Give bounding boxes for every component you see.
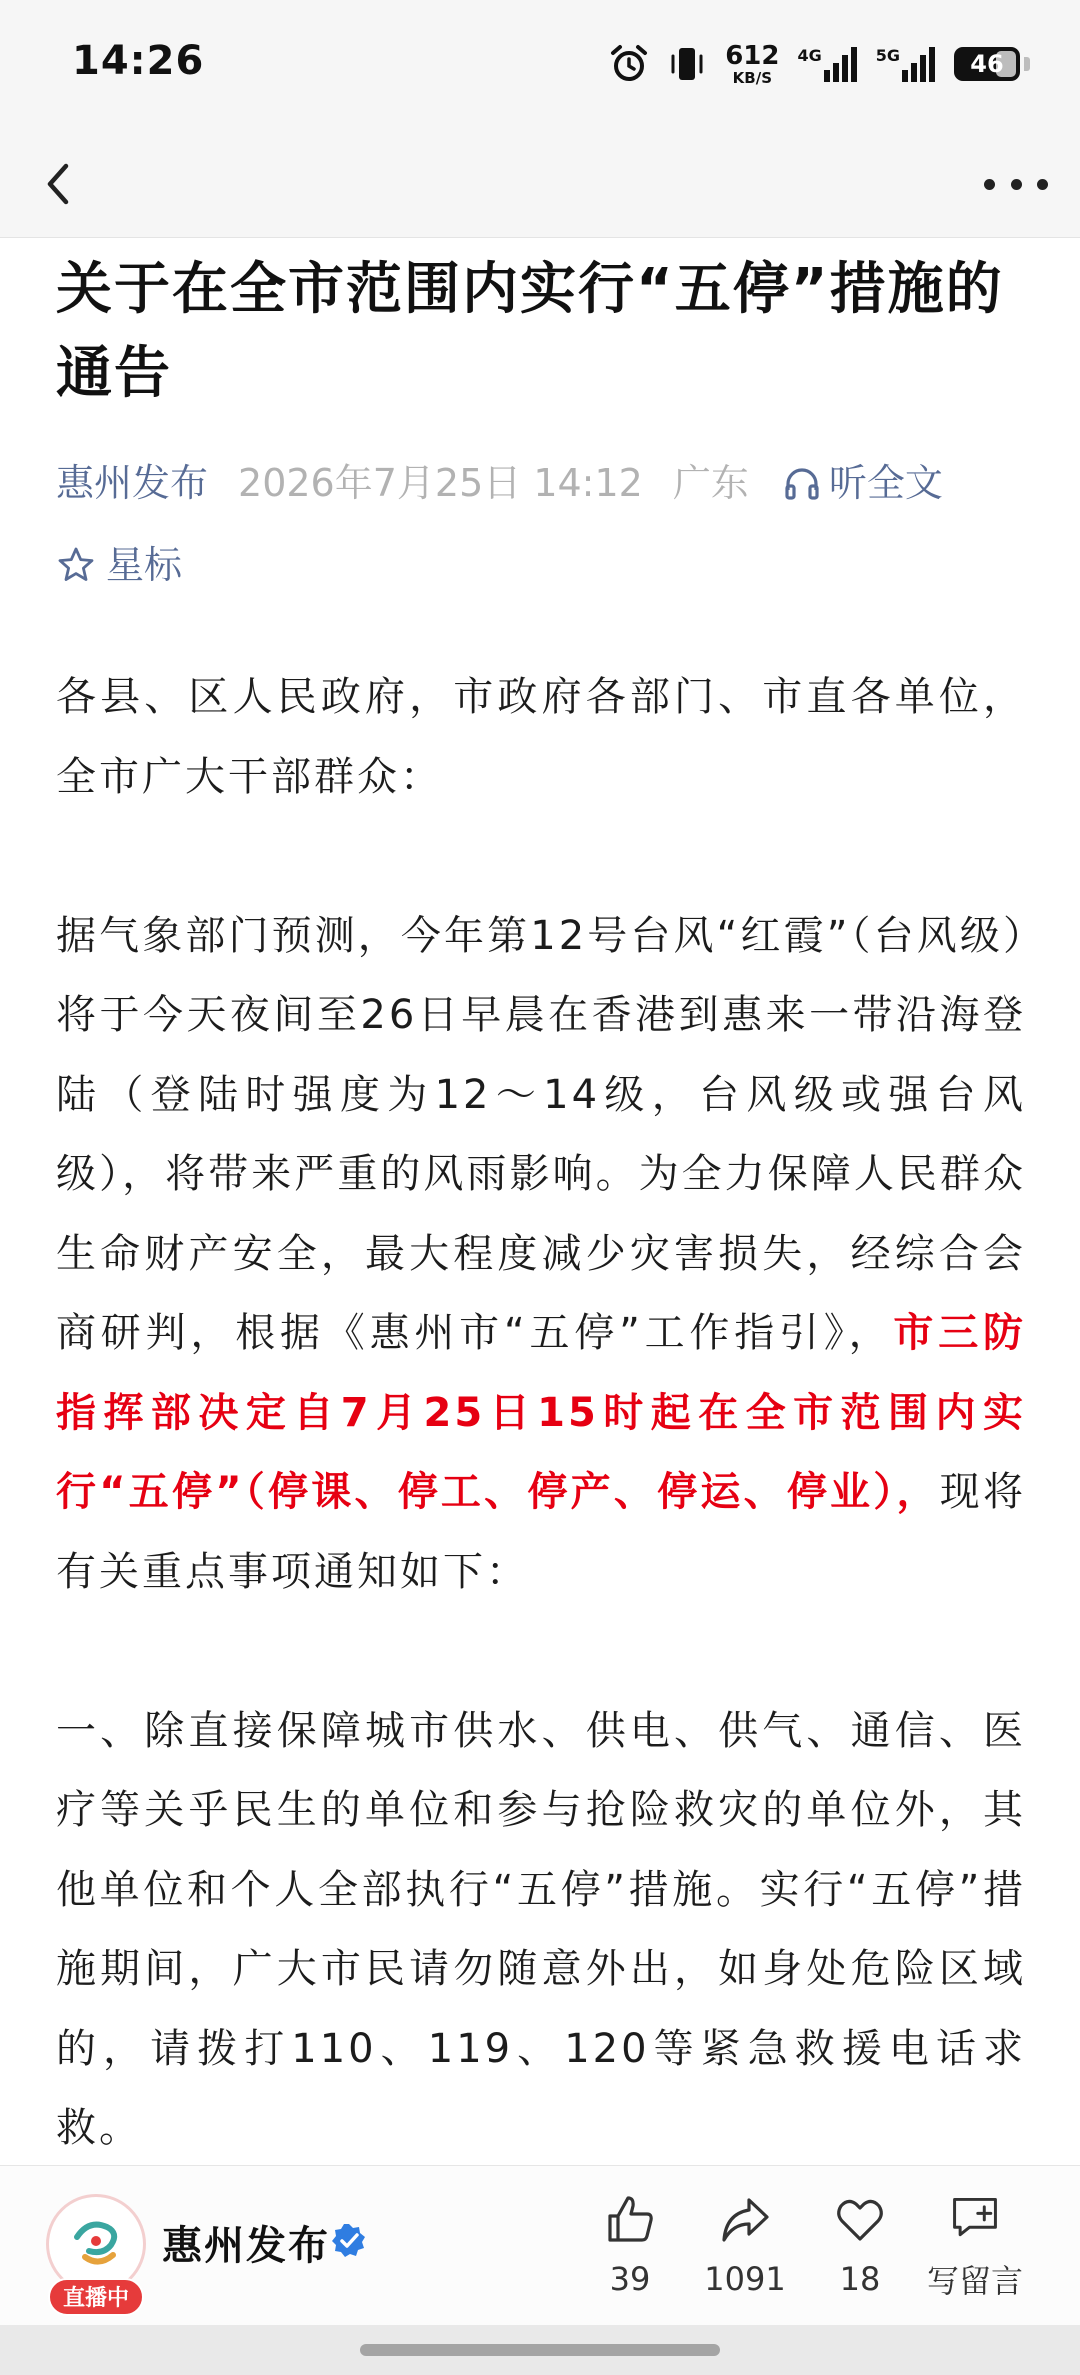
status-icons bbox=[609, 36, 1030, 92]
paragraph-2-end: 现将有关重点事项通知如下： bbox=[56, 1469, 1027, 1595]
paragraph-3: 一、除直接保障城市供水、供电、供气、通信、医疗等关乎民生的单位和参与抢险救灾的单位外，其他单位和个人全部执行“五停”措施。实行“五停”措施期间，广大市民请勿随意外出，如身处危险区域的，请拨打110、119、120等紧急救援电话求救。 bbox=[56, 1707, 1026, 2151]
paragraph-2-start: 据气象部门预测，今年第12号台风“红霞”（台风级）将于今天夜间至26日早晨在香港到惠来一带沿海登陆（登陆时强度为12～14级，台风级或强台风级），将带来严重的风雨影响。为全力保障人民群众生命财产安全，最大程度减少灾害损失，经综合会商研判，根据《惠州市“五停”工作指引》， bbox=[56, 912, 1026, 1356]
highlighted-decision: 市三防指挥部决定自7月25日15时起在全市范围内实行“五停”（停课、停工、停产、停运、停业）， bbox=[56, 1310, 1027, 1515]
share-count: 1091 bbox=[704, 2260, 786, 2298]
listen-label: 听全文 bbox=[828, 461, 943, 505]
headphones-icon bbox=[783, 464, 821, 502]
heart-icon bbox=[832, 2192, 888, 2248]
net-label-5g: 5G bbox=[875, 46, 900, 65]
network-speed bbox=[725, 40, 780, 87]
star-icon bbox=[56, 545, 96, 585]
like-count: 39 bbox=[609, 2260, 651, 2298]
share-icon bbox=[717, 2192, 773, 2248]
star-button[interactable] bbox=[56, 524, 1026, 606]
signal-5g bbox=[876, 46, 936, 82]
action-bar bbox=[570, 2192, 1050, 2302]
signal-bars-icon bbox=[824, 46, 858, 82]
home-indicator[interactable] bbox=[360, 2344, 720, 2356]
back-arrow-icon[interactable] bbox=[30, 154, 90, 214]
account-link[interactable]: 惠州发布 bbox=[56, 461, 209, 505]
battery-level: 46 bbox=[970, 50, 1004, 78]
verified-icon bbox=[330, 2222, 368, 2260]
more-options-icon[interactable] bbox=[984, 160, 1048, 208]
account-name[interactable]: 惠州发布 bbox=[162, 2223, 330, 2269]
signal-4g bbox=[797, 46, 857, 82]
bottom-bar bbox=[0, 2165, 1080, 2325]
battery-icon bbox=[954, 47, 1020, 81]
article-meta bbox=[56, 442, 1026, 606]
comment-label: 写留言 bbox=[926, 2262, 1023, 2300]
share-button[interactable] bbox=[685, 2192, 805, 2302]
status-bar bbox=[0, 0, 1080, 130]
vibrate-icon bbox=[667, 44, 707, 84]
paragraph-2 bbox=[56, 897, 1026, 1613]
publish-region: 广东 bbox=[672, 461, 749, 505]
nav-bar bbox=[0, 130, 1080, 238]
paragraph-1: 各县、区人民政府，市政府各部门、市直各单位，全市广大干部群众： bbox=[56, 674, 1026, 800]
gesture-area bbox=[0, 2325, 1080, 2375]
favorite-count: 18 bbox=[839, 2260, 881, 2298]
live-badge[interactable]: 直播中 bbox=[48, 2278, 144, 2316]
signal-bars-icon bbox=[902, 46, 936, 82]
like-button[interactable] bbox=[570, 2192, 690, 2302]
speed-value: 612 bbox=[725, 40, 780, 71]
favorite-button[interactable] bbox=[800, 2192, 920, 2302]
article-content bbox=[56, 658, 1026, 2169]
account-logo-icon bbox=[49, 2197, 143, 2291]
star-label: 星标 bbox=[106, 543, 183, 587]
publish-date: 2026年7月25日 14:12 bbox=[238, 461, 643, 505]
status-time: 14:26 bbox=[72, 38, 205, 84]
thumbs-up-icon bbox=[602, 2192, 658, 2248]
alarm-icon bbox=[609, 44, 649, 84]
net-label-4g: 4G bbox=[797, 46, 822, 65]
listen-button[interactable] bbox=[783, 442, 943, 524]
article bbox=[56, 238, 1026, 2248]
article-title: 关于在全市范围内实行“五停”措施的通告 bbox=[56, 257, 1004, 406]
comment-add-icon bbox=[947, 2192, 1003, 2244]
battery-tip bbox=[1024, 57, 1030, 71]
speed-unit: KB/S bbox=[732, 68, 772, 87]
comment-button[interactable] bbox=[915, 2192, 1035, 2302]
